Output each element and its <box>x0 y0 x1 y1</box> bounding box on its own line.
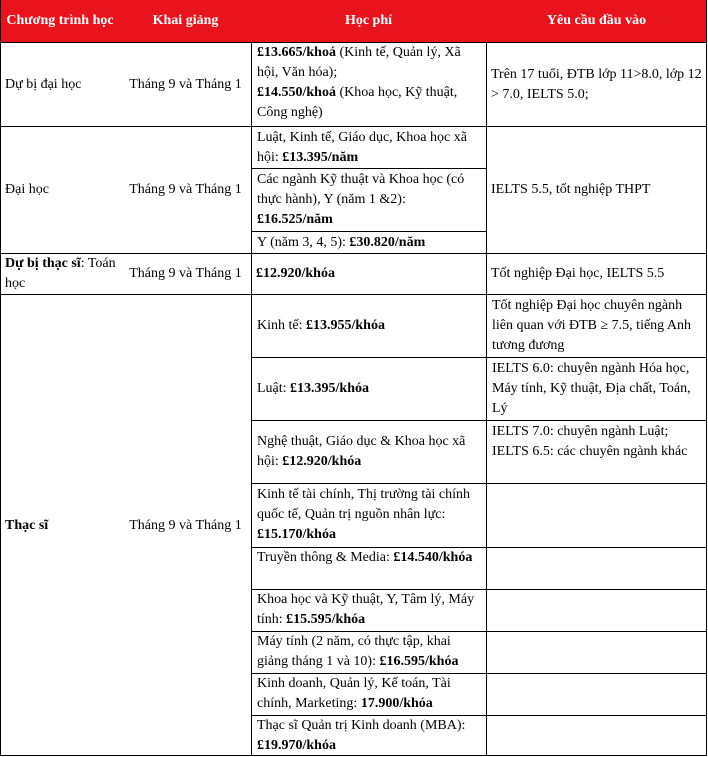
req-foundation: Trên 17 tuổi, ĐTB lớp 11>8.0, lớp 12 > 7.0, IELTS 5.0; <box>491 66 702 102</box>
header-intake: Khai giảng <box>120 0 251 42</box>
req-master-1: Tốt nghiệp Đại học chuyên ngành liên quan với ĐTB ≥ 7.5, tiếng Anh tương đương <box>492 298 692 353</box>
fee-master-computing: Máy tính (2 năm, có thực tập, khai giảng tháng 1 và 10): £16.595/khóa <box>257 634 459 669</box>
fee-premaster: £12.920/khóa <box>256 266 335 281</box>
grid-line <box>0 42 707 43</box>
fee-master-science: Khoa học và Kỹ thuật, Y, Tâm lý, Máy tính: £15.595/khóa <box>257 592 475 627</box>
intake-undergrad: Tháng 9 và Tháng 1 <box>129 182 242 197</box>
fee-foundation <box>252 43 486 127</box>
grid-line <box>486 42 487 756</box>
header-program: Chương trình học <box>0 0 120 42</box>
req-undergrad: IELTS 5.5, tốt nghiệp THPT <box>491 182 651 197</box>
req-master-3: IELTS 7.0: chuyên ngành Luật; IELTS 6.5: các chuyên ngành khác <box>492 424 688 459</box>
program-undergrad: Đại học <box>5 182 49 197</box>
fee-undergrad-1: Luật, Kinh tế, Giáo dục, Khoa học xã hội: £13.395/năm <box>257 130 467 165</box>
grid-line <box>251 631 707 632</box>
fee-master-business: Kinh doanh, Quản lý, Kế toán, Tài chính, Marketing: 17.900/khóa <box>257 676 451 711</box>
fee-undergrad-3: Y (năm 3, 4, 5): £30.820/năm <box>257 235 426 250</box>
grid-line <box>0 253 707 254</box>
fee-master-media: Truyền thông & Media: £14.540/khóa <box>257 550 473 565</box>
fee-master-mba: Thạc sĩ Quản trị Kinh doanh (MBA): £19.970/khóa <box>257 718 466 753</box>
program-premaster: Dự bị thạc sĩ: Toán học <box>5 256 116 291</box>
grid-line <box>251 231 487 232</box>
req-premaster: Tốt nghiệp Đại học, IELTS 5.5 <box>491 266 665 281</box>
fee-undergrad-2: Các ngành Kỹ thuật và Khoa học (có thực hành), Y (năm 1 &2): £16.525/năm <box>257 172 465 227</box>
fee-master-law: Luật: £13.395/khóa <box>257 381 370 396</box>
grid-line <box>251 42 252 756</box>
header-fee: Học phí <box>251 0 486 42</box>
intake-premaster: Tháng 9 và Tháng 1 <box>129 266 242 281</box>
grid-line <box>251 547 707 548</box>
grid-line <box>251 715 707 716</box>
fee-foundation-line1: £13.665/khoá (Kinh tế, Quản lý, Xã hội, Văn hóa); <box>257 45 461 80</box>
fee-master-arts: Nghệ thuật, Giáo dục & Khoa học xã hội: £12.920/khóa <box>257 434 466 469</box>
fee-master-economics: Kinh tế: £13.955/khóa <box>257 318 385 333</box>
req-master-2: IELTS 6.0: chuyên ngành Hóa học, Máy tính, Kỹ thuật, Địa chất, Toán, Lý <box>492 361 691 416</box>
grid-line <box>251 673 707 674</box>
fee-foundation-line2: £14.550/khoá (Khoa học, Kỹ thuật, Công nghệ) <box>257 85 458 120</box>
program-foundation: Dự bị đại học <box>5 76 82 92</box>
grid-line <box>0 126 707 127</box>
grid-line <box>251 589 707 590</box>
grid-line <box>0 0 1 756</box>
grid-line <box>0 294 707 295</box>
grid-line <box>0 755 707 756</box>
grid-line <box>251 483 707 484</box>
header-requirements: Yêu cầu đầu vào <box>486 0 707 42</box>
intake-master: Tháng 9 và Tháng 1 <box>129 517 242 533</box>
intake-foundation: Tháng 9 và Tháng 1 <box>129 76 242 92</box>
grid-line <box>251 420 707 421</box>
program-master: Thạc sĩ <box>5 517 49 533</box>
grid-line <box>706 0 707 756</box>
grid-line <box>251 168 487 169</box>
fee-master-finance: Kinh tế tài chính, Thị trường tài chính quốc tế, Quản trị nguồn nhân lực: £15.170/khóa <box>257 487 471 542</box>
grid-line <box>251 357 707 358</box>
